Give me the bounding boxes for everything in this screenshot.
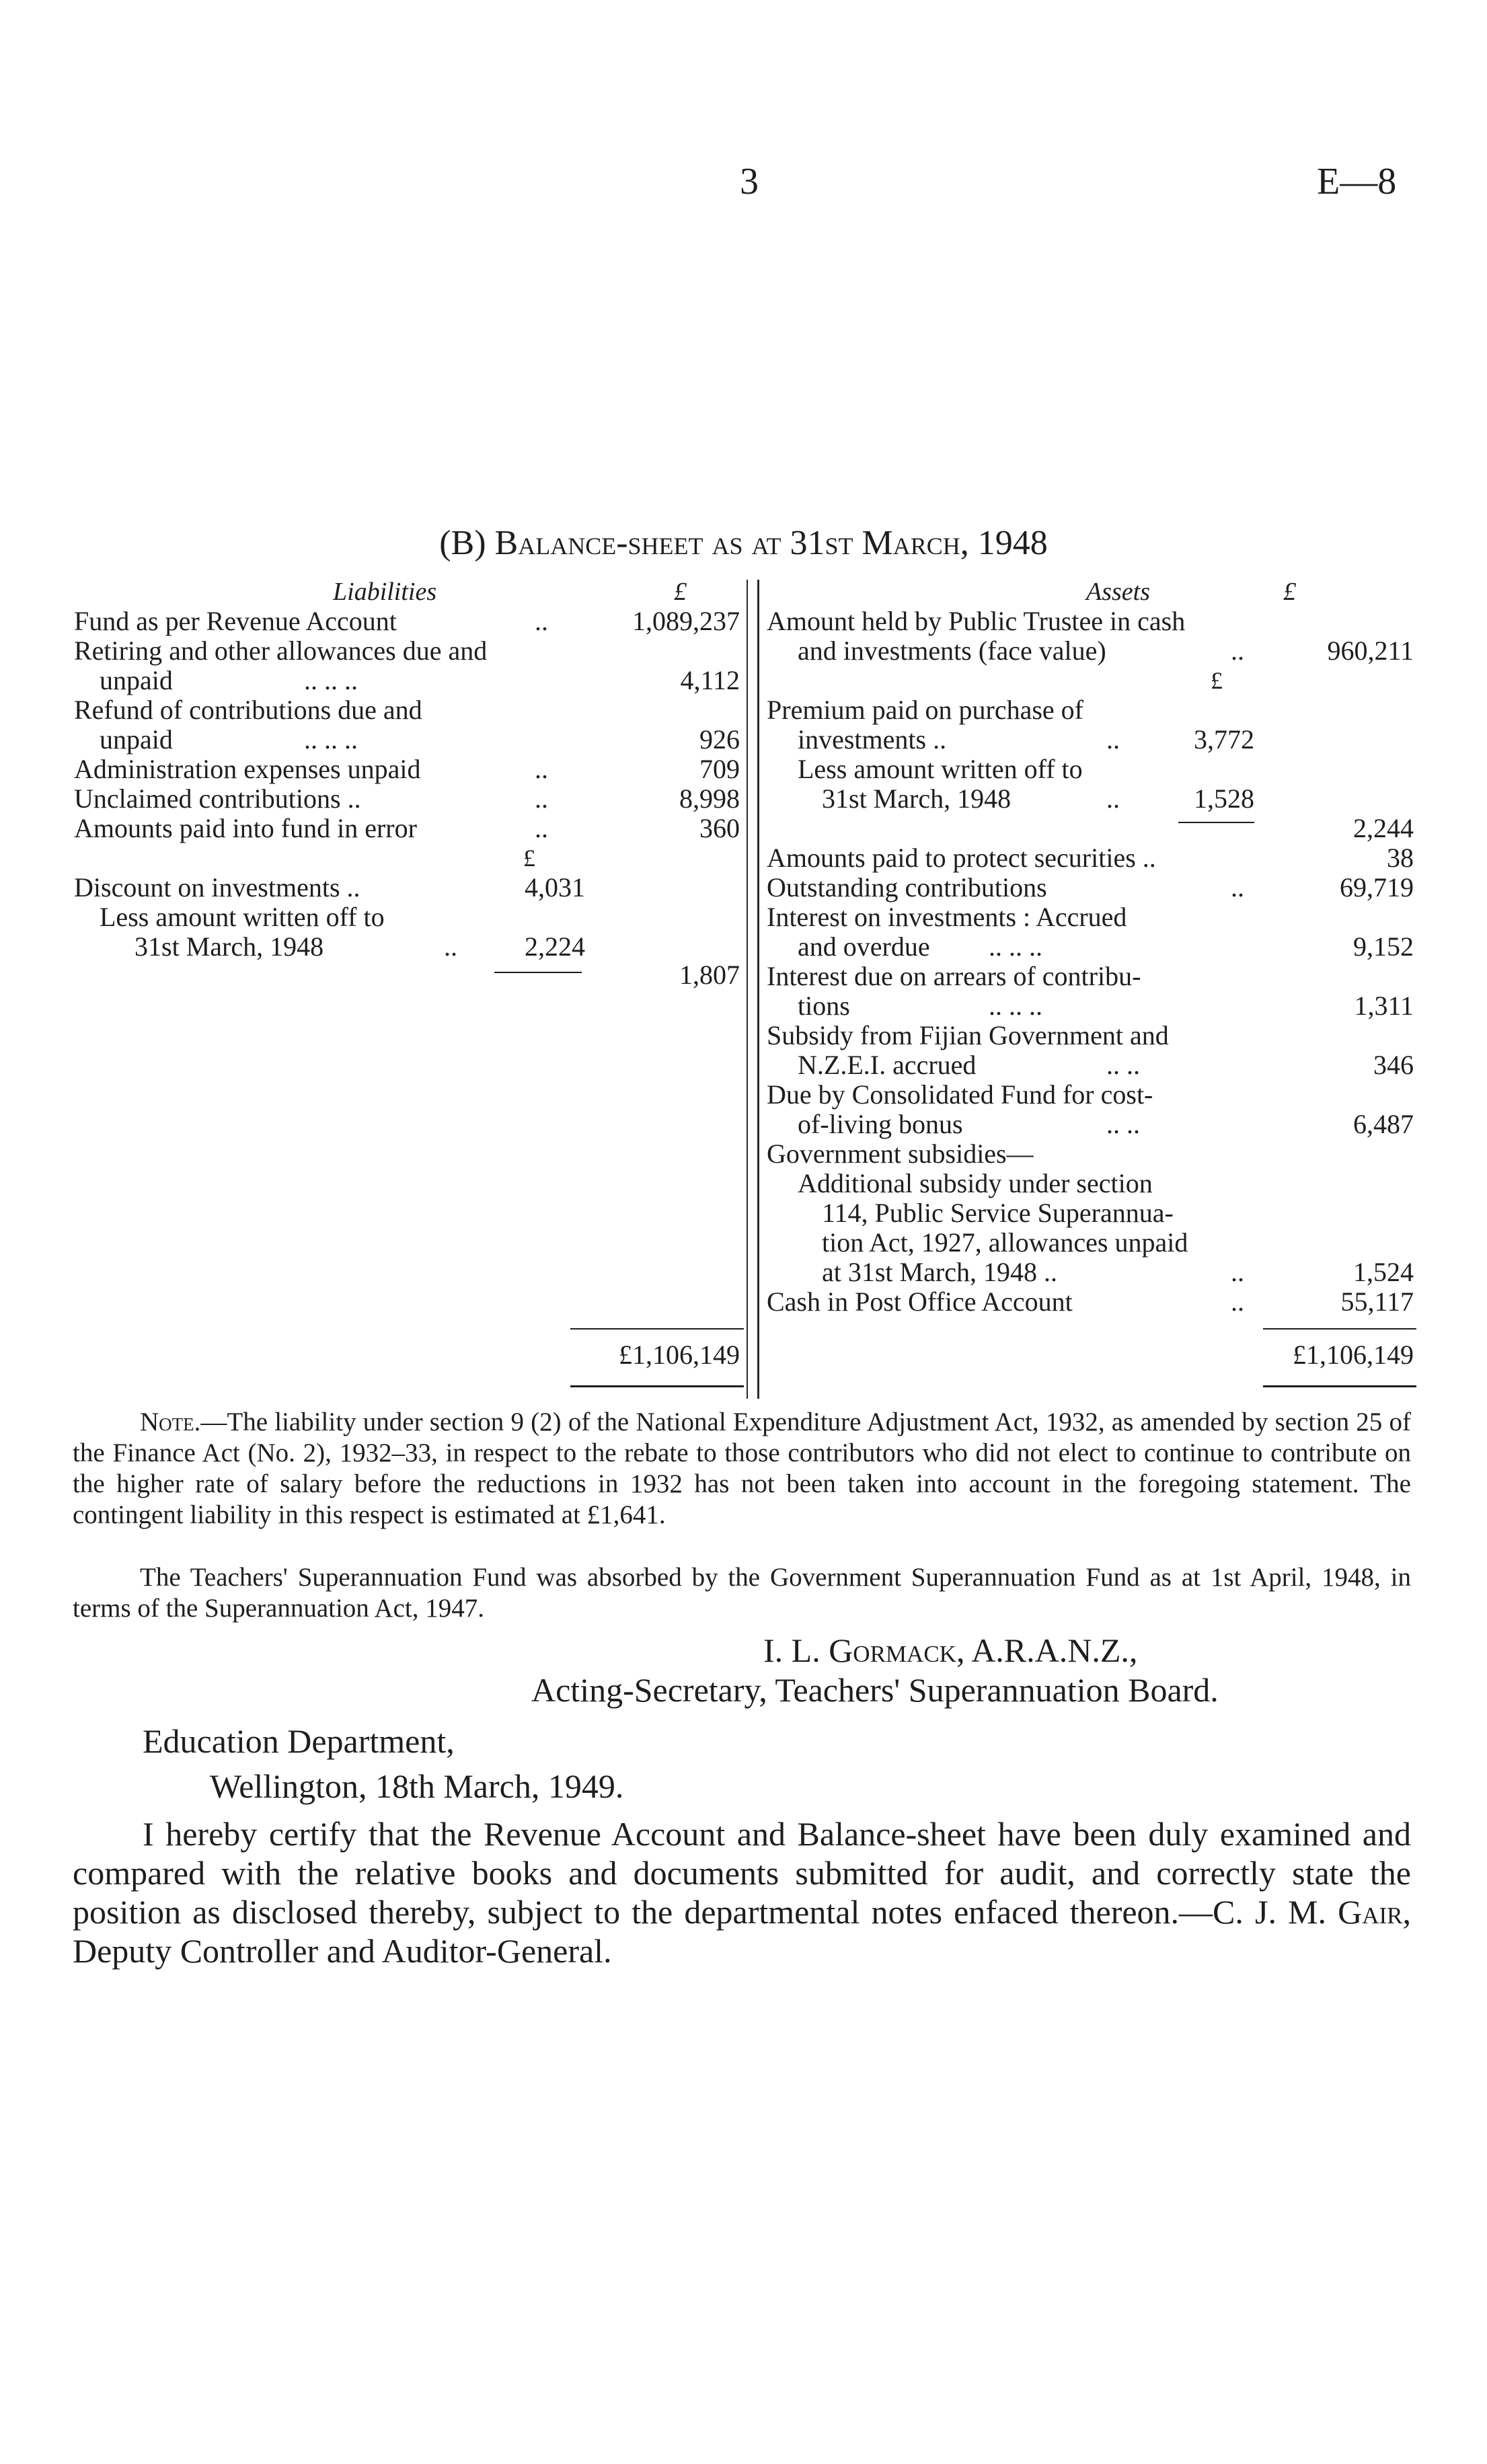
note-paragraph: [73, 1407, 1411, 1531]
asset-arrears-label-1: Interest due on arrears of contribu-: [767, 961, 1141, 991]
place-line-1: Education Department,: [143, 1722, 455, 1760]
asset-subsidy-amount: 346: [1373, 1050, 1414, 1080]
liability-retiring-label-2: unpaid: [100, 665, 173, 695]
asset-protect-amount: 38: [1387, 843, 1414, 873]
liabilities-total-rule-top: [570, 1328, 744, 1330]
page-number: 3: [740, 161, 759, 202]
asset-interest-dots: .. .. ..: [989, 931, 1042, 962]
asset-arrears-amount: 1,311: [1354, 991, 1414, 1021]
certification-signer-caps: C. J. M. Gair: [1213, 1893, 1403, 1931]
certification-text: I hereby certify that the Revenue Account and Balance-sheet have been duly examined and compared with the relative books and documents submitted for audit, and correctly state the position as disclosed thereby, subject to the departmental notes enfaced thereon.—: [73, 1815, 1411, 1931]
asset-premium-label-1: Premium paid on purchase of: [767, 695, 1083, 725]
asset-cash-dots: ..: [1231, 1286, 1244, 1317]
balance-sheet-title: (B) Balance-sheet as at 31st March, 1948: [439, 524, 1048, 562]
asset-premium-label-2: investments ..: [798, 724, 947, 755]
assets-currency: £: [1283, 578, 1296, 606]
asset-trustee-label-1: Amount held by Public Trustee in cash: [767, 606, 1186, 636]
place-line-2: Wellington, 18th March, 1949.: [210, 1767, 624, 1805]
asset-consolidated-amount: 6,487: [1353, 1109, 1414, 1139]
asset-additional-amount: 1,524: [1353, 1257, 1414, 1287]
liabilities-heading: Liabilities: [333, 578, 437, 606]
asset-less-label-2: 31st March, 1948: [822, 783, 1012, 814]
liability-less-amount: 2,224: [525, 931, 585, 962]
liability-refund-amount: 926: [699, 724, 740, 755]
liability-fund-amount: 1,089,237: [632, 606, 740, 636]
asset-additional-label-4: at 31st March, 1948 ..: [822, 1257, 1057, 1287]
asset-outstanding-label: Outstanding contributions: [767, 872, 1047, 902]
asset-consolidated-dots: .. ..: [1106, 1109, 1140, 1139]
asset-arrears-dots: .. .. ..: [989, 991, 1042, 1021]
liability-retiring-label-1: Retiring and other allowances due and: [74, 636, 488, 666]
asset-subsidy-dots: .. ..: [1106, 1050, 1140, 1080]
asset-premium-dots: ..: [1106, 724, 1120, 755]
liabilities-currency: £: [674, 578, 687, 606]
asset-arrears-label-2: tions: [798, 991, 850, 1021]
asset-cash-label: Cash in Post Office Account: [767, 1286, 1073, 1317]
liability-error-label: Amounts paid into fund in error: [74, 813, 417, 843]
asset-subtotal-rule: [1178, 822, 1254, 823]
certification-signer-rest: , Deputy Controller and Auditor-General.: [73, 1893, 1411, 1970]
asset-sub-currency: £: [1211, 667, 1223, 694]
note-paragraph-2: The Teachers' Superannuation Fund was absorbed by the Government Superannuation Fund as at 1st April, 1948, in terms of the Superannuation Act, 1947.: [73, 1563, 1411, 1623]
asset-government-subsidies-label: Government subsidies—: [767, 1139, 1034, 1169]
liability-error-dots: ..: [535, 813, 548, 843]
asset-interest-label-2: and overdue: [798, 931, 930, 962]
asset-premium-amount: 3,772: [1194, 724, 1254, 755]
asset-additional-label-2: 114, Public Service Superannua-: [822, 1198, 1174, 1228]
liability-fund-label: Fund as per Revenue Account: [74, 606, 397, 636]
asset-interest-label-1: Interest on investments : Accrued: [767, 902, 1127, 932]
liability-subtotal-rule: [494, 972, 582, 973]
liability-net-amount: 1,807: [679, 960, 740, 990]
assets-total-rule-bottom: [1263, 1385, 1416, 1387]
signatory-title: Acting-Secretary, Teachers' Superannuation Board.: [531, 1671, 1219, 1709]
asset-consolidated-label-2: of-living bonus: [798, 1109, 963, 1139]
liability-fund-dots: ..: [535, 606, 548, 636]
asset-outstanding-amount: 69,719: [1340, 872, 1414, 902]
liability-less-label-2: 31st March, 1948: [135, 931, 324, 962]
asset-interest-amount: 9,152: [1353, 931, 1414, 962]
signatory-name-caps: I. L. Gormack: [763, 1631, 956, 1669]
liability-discount-label: Discount on investments ..: [74, 872, 360, 902]
asset-subsidy-label-2: N.Z.E.I. accrued: [798, 1050, 977, 1080]
asset-trustee-label-2: and investments (face value): [798, 636, 1106, 666]
liability-unclaimed-dots: ..: [535, 783, 548, 814]
asset-consolidated-label-1: Due by Consolidated Fund for cost-: [767, 1079, 1153, 1110]
liability-retiring-dots: .. .. ..: [304, 665, 358, 695]
liability-less-dots: ..: [444, 931, 457, 962]
liability-unclaimed-label: Unclaimed contributions ..: [74, 783, 361, 814]
assets-total: £1,106,149: [1293, 1340, 1414, 1370]
assets-total-rule-top: [1263, 1328, 1416, 1330]
asset-additional-label-3: tion Act, 1927, allowances unpaid: [822, 1227, 1188, 1258]
asset-protect-label: Amounts paid to protect securities ..: [767, 843, 1156, 873]
asset-less-label-1: Less amount written off to: [798, 754, 1083, 784]
liabilities-total: £1,106,149: [619, 1340, 740, 1370]
note-lead: Note.: [140, 1408, 201, 1436]
asset-additional-dots: ..: [1231, 1257, 1244, 1287]
liability-error-amount: 360: [699, 813, 740, 843]
asset-subsidy-label-1: Subsidy from Fijian Government and: [767, 1020, 1169, 1050]
column-divider: [757, 580, 759, 1399]
assets-heading: Assets: [1086, 578, 1150, 606]
liability-refund-dots: .. .. ..: [304, 724, 358, 755]
liability-admin-label: Administration expenses unpaid: [74, 754, 421, 784]
asset-trustee-dots: ..: [1231, 636, 1244, 666]
liability-refund-label-1: Refund of contributions due and: [74, 695, 422, 725]
asset-less-amount: 1,528: [1194, 783, 1254, 814]
signatory-name: [763, 1631, 1137, 1670]
asset-less-dots: ..: [1106, 783, 1120, 814]
document-reference: E—8: [1317, 161, 1397, 202]
liability-refund-label-2: unpaid: [100, 724, 173, 755]
liability-discount-amount: 4,031: [525, 872, 585, 902]
liability-admin-amount: 709: [699, 754, 740, 784]
column-divider-inner: [747, 580, 748, 1399]
asset-outstanding-dots: ..: [1231, 872, 1244, 902]
liability-less-label-1: Less amount written off to: [100, 902, 385, 932]
certification-paragraph: [73, 1814, 1411, 1970]
note-text: —The liability under section 9 (2) of the National Expenditure Adjustment Act, 1932, as amended by section 25 of the Finance Act (No. 2), 1932–33, in respect to the rebate to those contributors who did not elect to continue to contribute on the higher rate of salary before the reductions in 1932 has not been taken into account in the foregoing statement. The contingent liability in this respect is estimated at £1,641.: [73, 1408, 1411, 1529]
asset-cash-amount: 55,117: [1340, 1286, 1414, 1317]
liabilities-total-rule-bottom: [570, 1385, 744, 1387]
asset-premium-net: 2,244: [1353, 813, 1414, 843]
asset-additional-label-1: Additional subsidy under section: [798, 1168, 1153, 1198]
signatory-name-rest: , A.R.A.N.Z.,: [956, 1631, 1138, 1669]
liability-sub-currency: £: [523, 845, 535, 872]
liability-unclaimed-amount: 8,998: [679, 783, 740, 814]
asset-trustee-amount: 960,211: [1327, 636, 1414, 666]
liability-retiring-amount: 4,112: [680, 665, 740, 695]
liability-admin-dots: ..: [535, 754, 548, 784]
